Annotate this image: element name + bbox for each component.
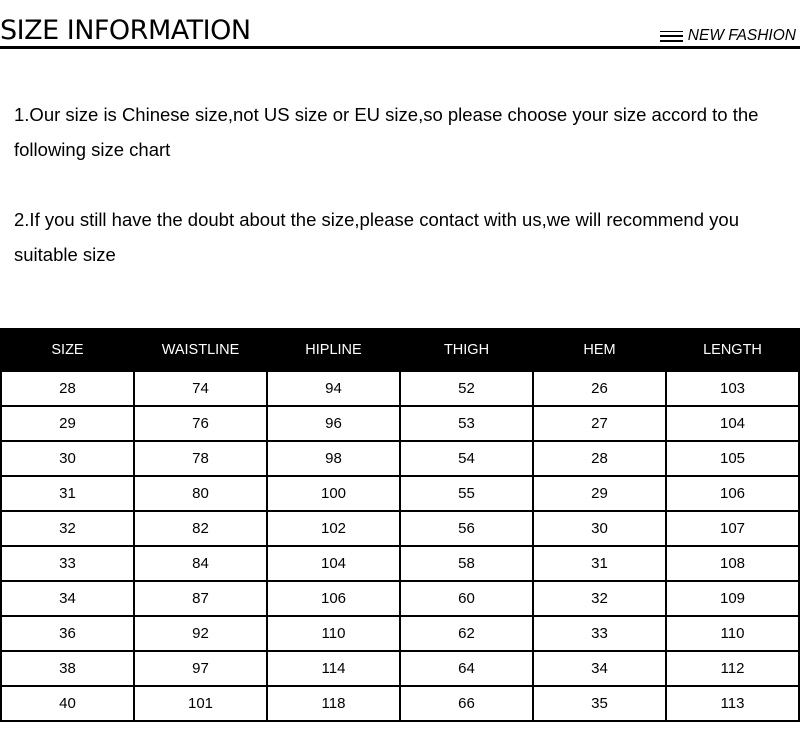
page-title: SIZE INFORMATION <box>0 15 251 46</box>
table-cell: 62 <box>400 616 533 651</box>
table-cell: 97 <box>134 651 267 686</box>
table-cell: 30 <box>1 441 134 476</box>
new-fashion-label: NEW FASHION <box>687 27 796 44</box>
table-row <box>1 546 799 581</box>
table-cell: 54 <box>400 441 533 476</box>
table-cell: 110 <box>267 616 400 651</box>
size-note-1: 1.Our size is Chinese size,not US size or EU size,so please choose your size accord to the following size chart <box>14 104 759 160</box>
size-chart-table <box>0 328 800 722</box>
table-cell: 118 <box>267 686 400 721</box>
table-cell: 80 <box>134 476 267 511</box>
table-cell: 106 <box>666 476 799 511</box>
table-cell: 102 <box>267 511 400 546</box>
table-cell: 34 <box>533 651 666 686</box>
menu-lines-icon <box>660 31 683 42</box>
table-row <box>1 581 799 616</box>
table-row <box>1 511 799 546</box>
table-header-row <box>1 329 799 371</box>
column-header-hipline: HIPLINE <box>267 329 400 371</box>
table-cell: 82 <box>134 511 267 546</box>
size-note-2: 2.If you still have the doubt about the size,please contact with us,we will recommend you suitable size <box>14 209 739 265</box>
table-cell: 66 <box>400 686 533 721</box>
table-cell: 112 <box>666 651 799 686</box>
table-cell: 60 <box>400 581 533 616</box>
table-cell: 53 <box>400 406 533 441</box>
table-cell: 109 <box>666 581 799 616</box>
table-cell: 92 <box>134 616 267 651</box>
table-cell: 106 <box>267 581 400 616</box>
table-row <box>1 651 799 686</box>
table-cell: 34 <box>1 581 134 616</box>
table-cell: 32 <box>533 581 666 616</box>
table-cell: 94 <box>267 371 400 406</box>
table-cell: 84 <box>134 546 267 581</box>
column-header-thigh: THIGH <box>400 329 533 371</box>
table-row <box>1 441 799 476</box>
table-cell: 38 <box>1 651 134 686</box>
table-cell: 40 <box>1 686 134 721</box>
table-cell: 64 <box>400 651 533 686</box>
table-row <box>1 686 799 721</box>
table-cell: 36 <box>1 616 134 651</box>
column-header-size: SIZE <box>1 329 134 371</box>
column-header-waistline: WAISTLINE <box>134 329 267 371</box>
table-cell: 101 <box>134 686 267 721</box>
table-cell: 35 <box>533 686 666 721</box>
table-cell: 74 <box>134 371 267 406</box>
table-cell: 76 <box>134 406 267 441</box>
table-cell: 29 <box>1 406 134 441</box>
table-cell: 28 <box>1 371 134 406</box>
table-cell: 26 <box>533 371 666 406</box>
table-cell: 55 <box>400 476 533 511</box>
new-fashion-tag <box>660 27 796 45</box>
table-cell: 108 <box>666 546 799 581</box>
table-cell: 103 <box>666 371 799 406</box>
page-header <box>0 0 800 50</box>
table-cell: 78 <box>134 441 267 476</box>
header-divider <box>0 46 800 49</box>
table-cell: 33 <box>533 616 666 651</box>
table-cell: 105 <box>666 441 799 476</box>
table-row <box>1 406 799 441</box>
table-cell: 107 <box>666 511 799 546</box>
table-cell: 29 <box>533 476 666 511</box>
table-cell: 56 <box>400 511 533 546</box>
table-cell: 98 <box>267 441 400 476</box>
table-row <box>1 616 799 651</box>
column-header-hem: HEM <box>533 329 666 371</box>
table-row <box>1 371 799 406</box>
table-cell: 87 <box>134 581 267 616</box>
table-cell: 96 <box>267 406 400 441</box>
table-cell: 104 <box>666 406 799 441</box>
table-cell: 58 <box>400 546 533 581</box>
column-header-length: LENGTH <box>666 329 799 371</box>
table-cell: 104 <box>267 546 400 581</box>
table-cell: 52 <box>400 371 533 406</box>
table-cell: 32 <box>1 511 134 546</box>
table-cell: 30 <box>533 511 666 546</box>
table-cell: 33 <box>1 546 134 581</box>
table-cell: 110 <box>666 616 799 651</box>
table-cell: 31 <box>1 476 134 511</box>
table-cell: 31 <box>533 546 666 581</box>
table-cell: 100 <box>267 476 400 511</box>
table-cell: 113 <box>666 686 799 721</box>
size-notes <box>14 97 784 272</box>
table-cell: 114 <box>267 651 400 686</box>
table-cell: 28 <box>533 441 666 476</box>
table-row <box>1 476 799 511</box>
table-cell: 27 <box>533 406 666 441</box>
